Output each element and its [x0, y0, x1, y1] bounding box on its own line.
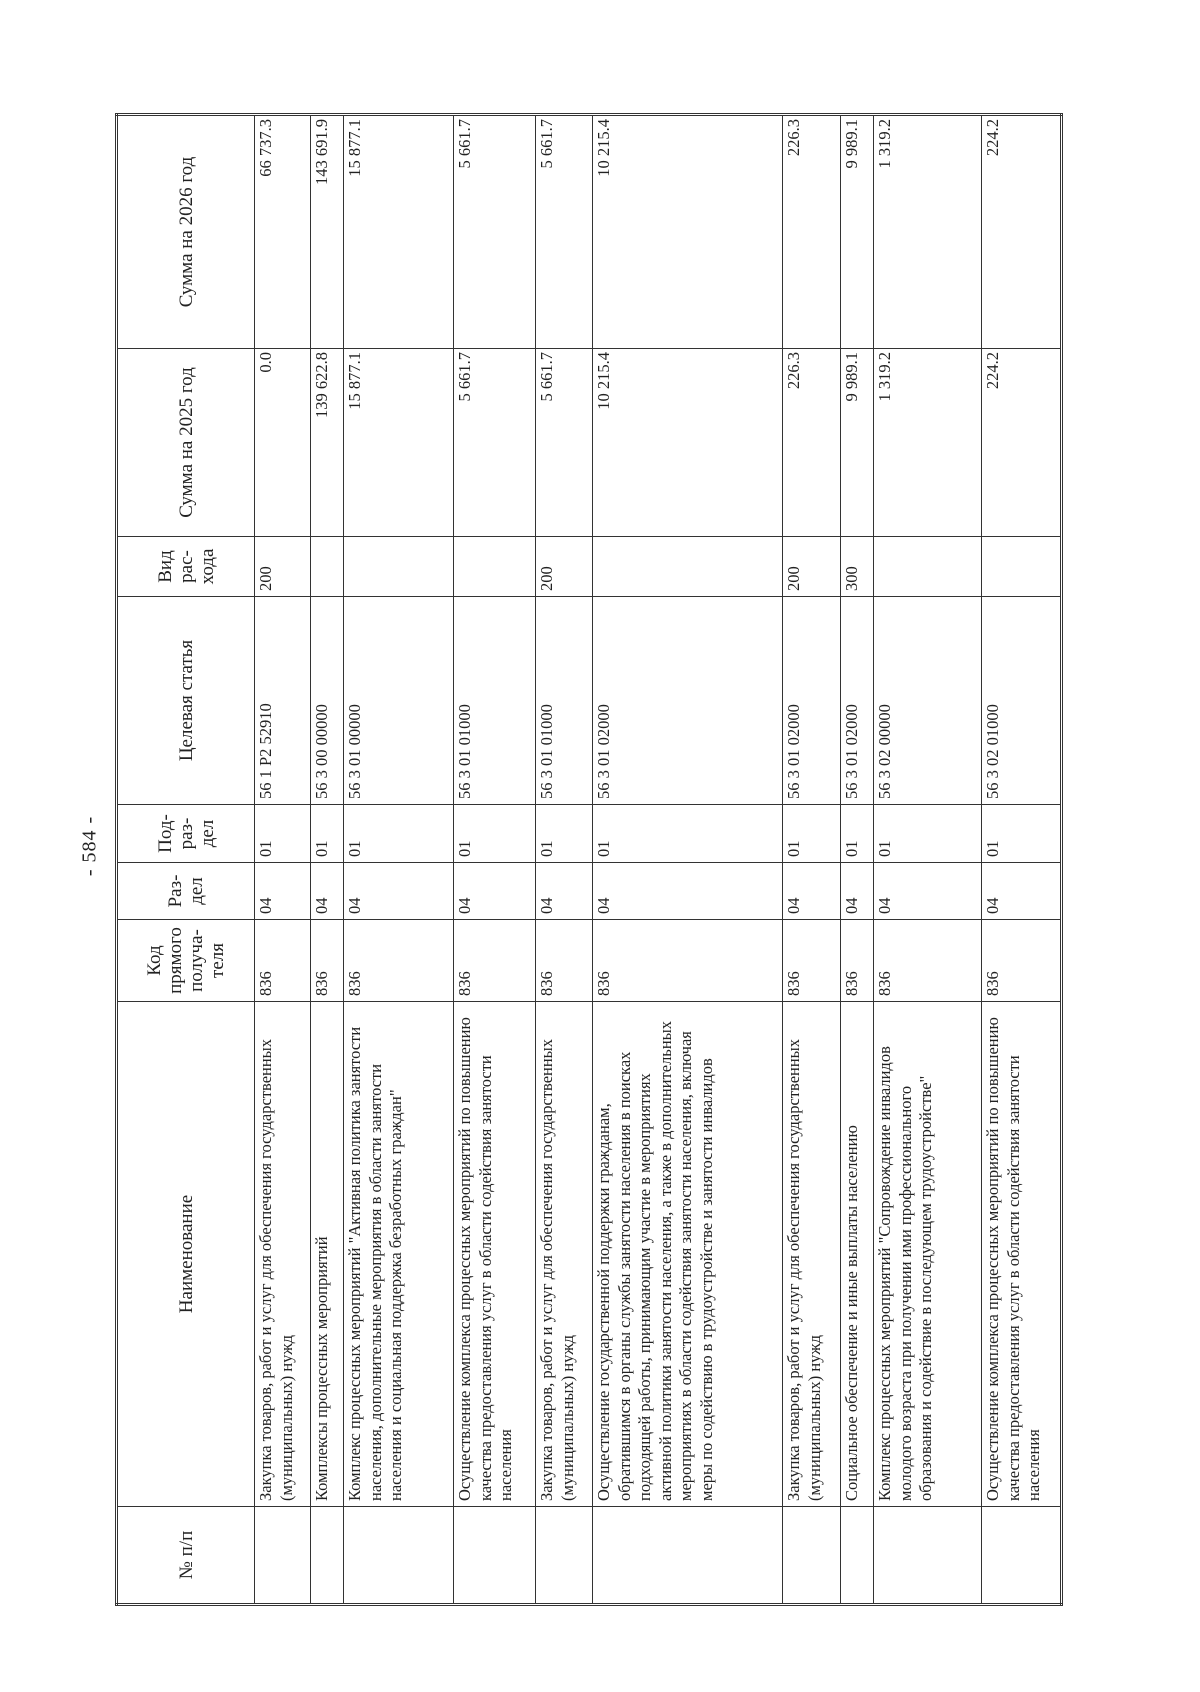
header-sum-2026: Сумма на 2026 год [117, 115, 255, 349]
cell-name: Комплекс процессных мероприятий "Активная политика занятости населения, дополнительные мероприятия в области занятости населения и социальная поддержка безработных граждан" [344, 1002, 454, 1507]
cell-expense [593, 537, 783, 597]
cell-sum-2025: 5 661.7 [454, 349, 536, 537]
cell-sum-2025: 15 877.1 [344, 349, 454, 537]
cell-section: 04 [982, 863, 1062, 920]
table-row [593, 115, 783, 1605]
cell-code: 836 [311, 920, 344, 1002]
table-row [344, 115, 454, 1605]
cell-section: 04 [344, 863, 454, 920]
cell-no [255, 1507, 311, 1605]
cell-subsection: 01 [255, 805, 311, 863]
cell-target: 56 3 01 00000 [344, 597, 454, 805]
cell-sum-2026: 66 737.3 [255, 115, 311, 349]
cell-name: Социальное обеспечение и иные выплаты населению [841, 1002, 874, 1507]
header-section: Раз-дел [117, 863, 255, 920]
cell-section: 04 [874, 863, 982, 920]
header-subsection: Под-раз-дел [117, 805, 255, 863]
cell-sum-2026: 5 661.7 [536, 115, 593, 349]
cell-expense: 200 [255, 537, 311, 597]
table-row [783, 115, 841, 1605]
cell-code: 836 [982, 920, 1062, 1002]
cell-subsection: 01 [593, 805, 783, 863]
cell-subsection: 01 [536, 805, 593, 863]
cell-sum-2025: 226.3 [783, 349, 841, 537]
cell-target: 56 3 01 01000 [536, 597, 593, 805]
cell-name: Комплексы процессных мероприятий [311, 1002, 344, 1507]
header-sum-2025: Сумма на 2025 год [117, 349, 255, 537]
cell-target: 56 3 02 01000 [982, 597, 1062, 805]
cell-section: 04 [783, 863, 841, 920]
cell-code: 836 [536, 920, 593, 1002]
cell-section: 04 [593, 863, 783, 920]
cell-sum-2025: 10 215.4 [593, 349, 783, 537]
cell-target: 56 3 02 00000 [874, 597, 982, 805]
cell-sum-2026: 9 989.1 [841, 115, 874, 349]
cell-no [536, 1507, 593, 1605]
table-header-row [117, 115, 255, 1605]
cell-subsection: 01 [311, 805, 344, 863]
cell-name: Осуществление государственной поддержки гражданам, обратившимся в органы службы занятости населения в поисках подходящей работы, принимающим участие в мероприятиях активной политики занятости населения, а также в дополнительных мероприятиях в области содействия занятости населения, включая меры по содействию в трудоустройстве и занятости инвалидов [593, 1002, 783, 1507]
cell-subsection: 01 [454, 805, 536, 863]
cell-sum-2026: 10 215.4 [593, 115, 783, 349]
cell-code: 836 [593, 920, 783, 1002]
cell-subsection: 01 [841, 805, 874, 863]
cell-no [593, 1507, 783, 1605]
cell-no [454, 1507, 536, 1605]
table-row [255, 115, 311, 1605]
cell-name: Закупка товаров, работ и услуг для обеспечения государственных (муниципальных) нужд [536, 1002, 593, 1507]
cell-sum-2025: 5 661.7 [536, 349, 593, 537]
cell-sum-2026: 143 691.9 [311, 115, 344, 349]
cell-sum-2026: 226.3 [783, 115, 841, 349]
header-no: № п/п [117, 1507, 255, 1605]
cell-subsection: 01 [344, 805, 454, 863]
cell-sum-2026: 5 661.7 [454, 115, 536, 349]
cell-target: 56 1 P2 52910 [255, 597, 311, 805]
cell-section: 04 [841, 863, 874, 920]
cell-sum-2026: 224.2 [982, 115, 1062, 349]
cell-sum-2026: 15 877.1 [344, 115, 454, 349]
cell-expense: 200 [536, 537, 593, 597]
cell-subsection: 01 [982, 805, 1062, 863]
budget-table-container [115, 116, 1060, 1606]
cell-name: Закупка товаров, работ и услуг для обеспечения государственных (муниципальных) нужд [783, 1002, 841, 1507]
cell-expense [344, 537, 454, 597]
header-name: Наименование [117, 1002, 255, 1507]
header-expense: Вид рас-хода [117, 537, 255, 597]
cell-sum-2025: 1 319.2 [874, 349, 982, 537]
header-code: Код прямого получа-теля [117, 920, 255, 1002]
cell-code: 836 [454, 920, 536, 1002]
cell-no [982, 1507, 1062, 1605]
cell-expense [874, 537, 982, 597]
cell-sum-2025: 9 989.1 [841, 349, 874, 537]
cell-sum-2025: 139 622.8 [311, 349, 344, 537]
cell-section: 04 [536, 863, 593, 920]
cell-expense [982, 537, 1062, 597]
cell-expense [454, 537, 536, 597]
cell-target: 56 3 01 02000 [783, 597, 841, 805]
cell-subsection: 01 [783, 805, 841, 863]
cell-expense [311, 537, 344, 597]
table-row [982, 115, 1062, 1605]
cell-no [783, 1507, 841, 1605]
cell-no [344, 1507, 454, 1605]
table-row [311, 115, 344, 1605]
table-row [841, 115, 874, 1605]
cell-code: 836 [874, 920, 982, 1002]
cell-code: 836 [344, 920, 454, 1002]
cell-code: 836 [783, 920, 841, 1002]
cell-target: 56 3 00 00000 [311, 597, 344, 805]
budget-table [115, 113, 1063, 1606]
table-row [536, 115, 593, 1605]
header-target: Целевая статья [117, 597, 255, 805]
cell-target: 56 3 01 01000 [454, 597, 536, 805]
cell-target: 56 3 01 02000 [593, 597, 783, 805]
cell-no [874, 1507, 982, 1605]
cell-code: 836 [255, 920, 311, 1002]
cell-section: 04 [311, 863, 344, 920]
table-row [454, 115, 536, 1605]
cell-expense: 300 [841, 537, 874, 597]
page-number: - 584 - [78, 815, 101, 877]
cell-subsection: 01 [874, 805, 982, 863]
cell-expense: 200 [783, 537, 841, 597]
cell-name: Закупка товаров, работ и услуг для обеспечения государственных (муниципальных) нужд [255, 1002, 311, 1507]
cell-name: Комплекс процессных мероприятий "Сопровождение инвалидов молодого возраста при получении ими профессионального образования и содействие в последующем трудоустройстве" [874, 1002, 982, 1507]
cell-no [311, 1507, 344, 1605]
cell-name: Осуществление комплекса процессных мероприятий по повышению качества предоставления услуг в области содействия занятости населения [454, 1002, 536, 1507]
cell-target: 56 3 01 02000 [841, 597, 874, 805]
table-row [874, 115, 982, 1605]
cell-no [841, 1507, 874, 1605]
cell-section: 04 [454, 863, 536, 920]
cell-sum-2025: 224.2 [982, 349, 1062, 537]
cell-sum-2026: 1 319.2 [874, 115, 982, 349]
cell-section: 04 [255, 863, 311, 920]
cell-name: Осуществление комплекса процессных мероприятий по повышению качества предоставления услуг в области содействия занятости населения [982, 1002, 1062, 1507]
cell-code: 836 [841, 920, 874, 1002]
cell-sum-2025: 0.0 [255, 349, 311, 537]
